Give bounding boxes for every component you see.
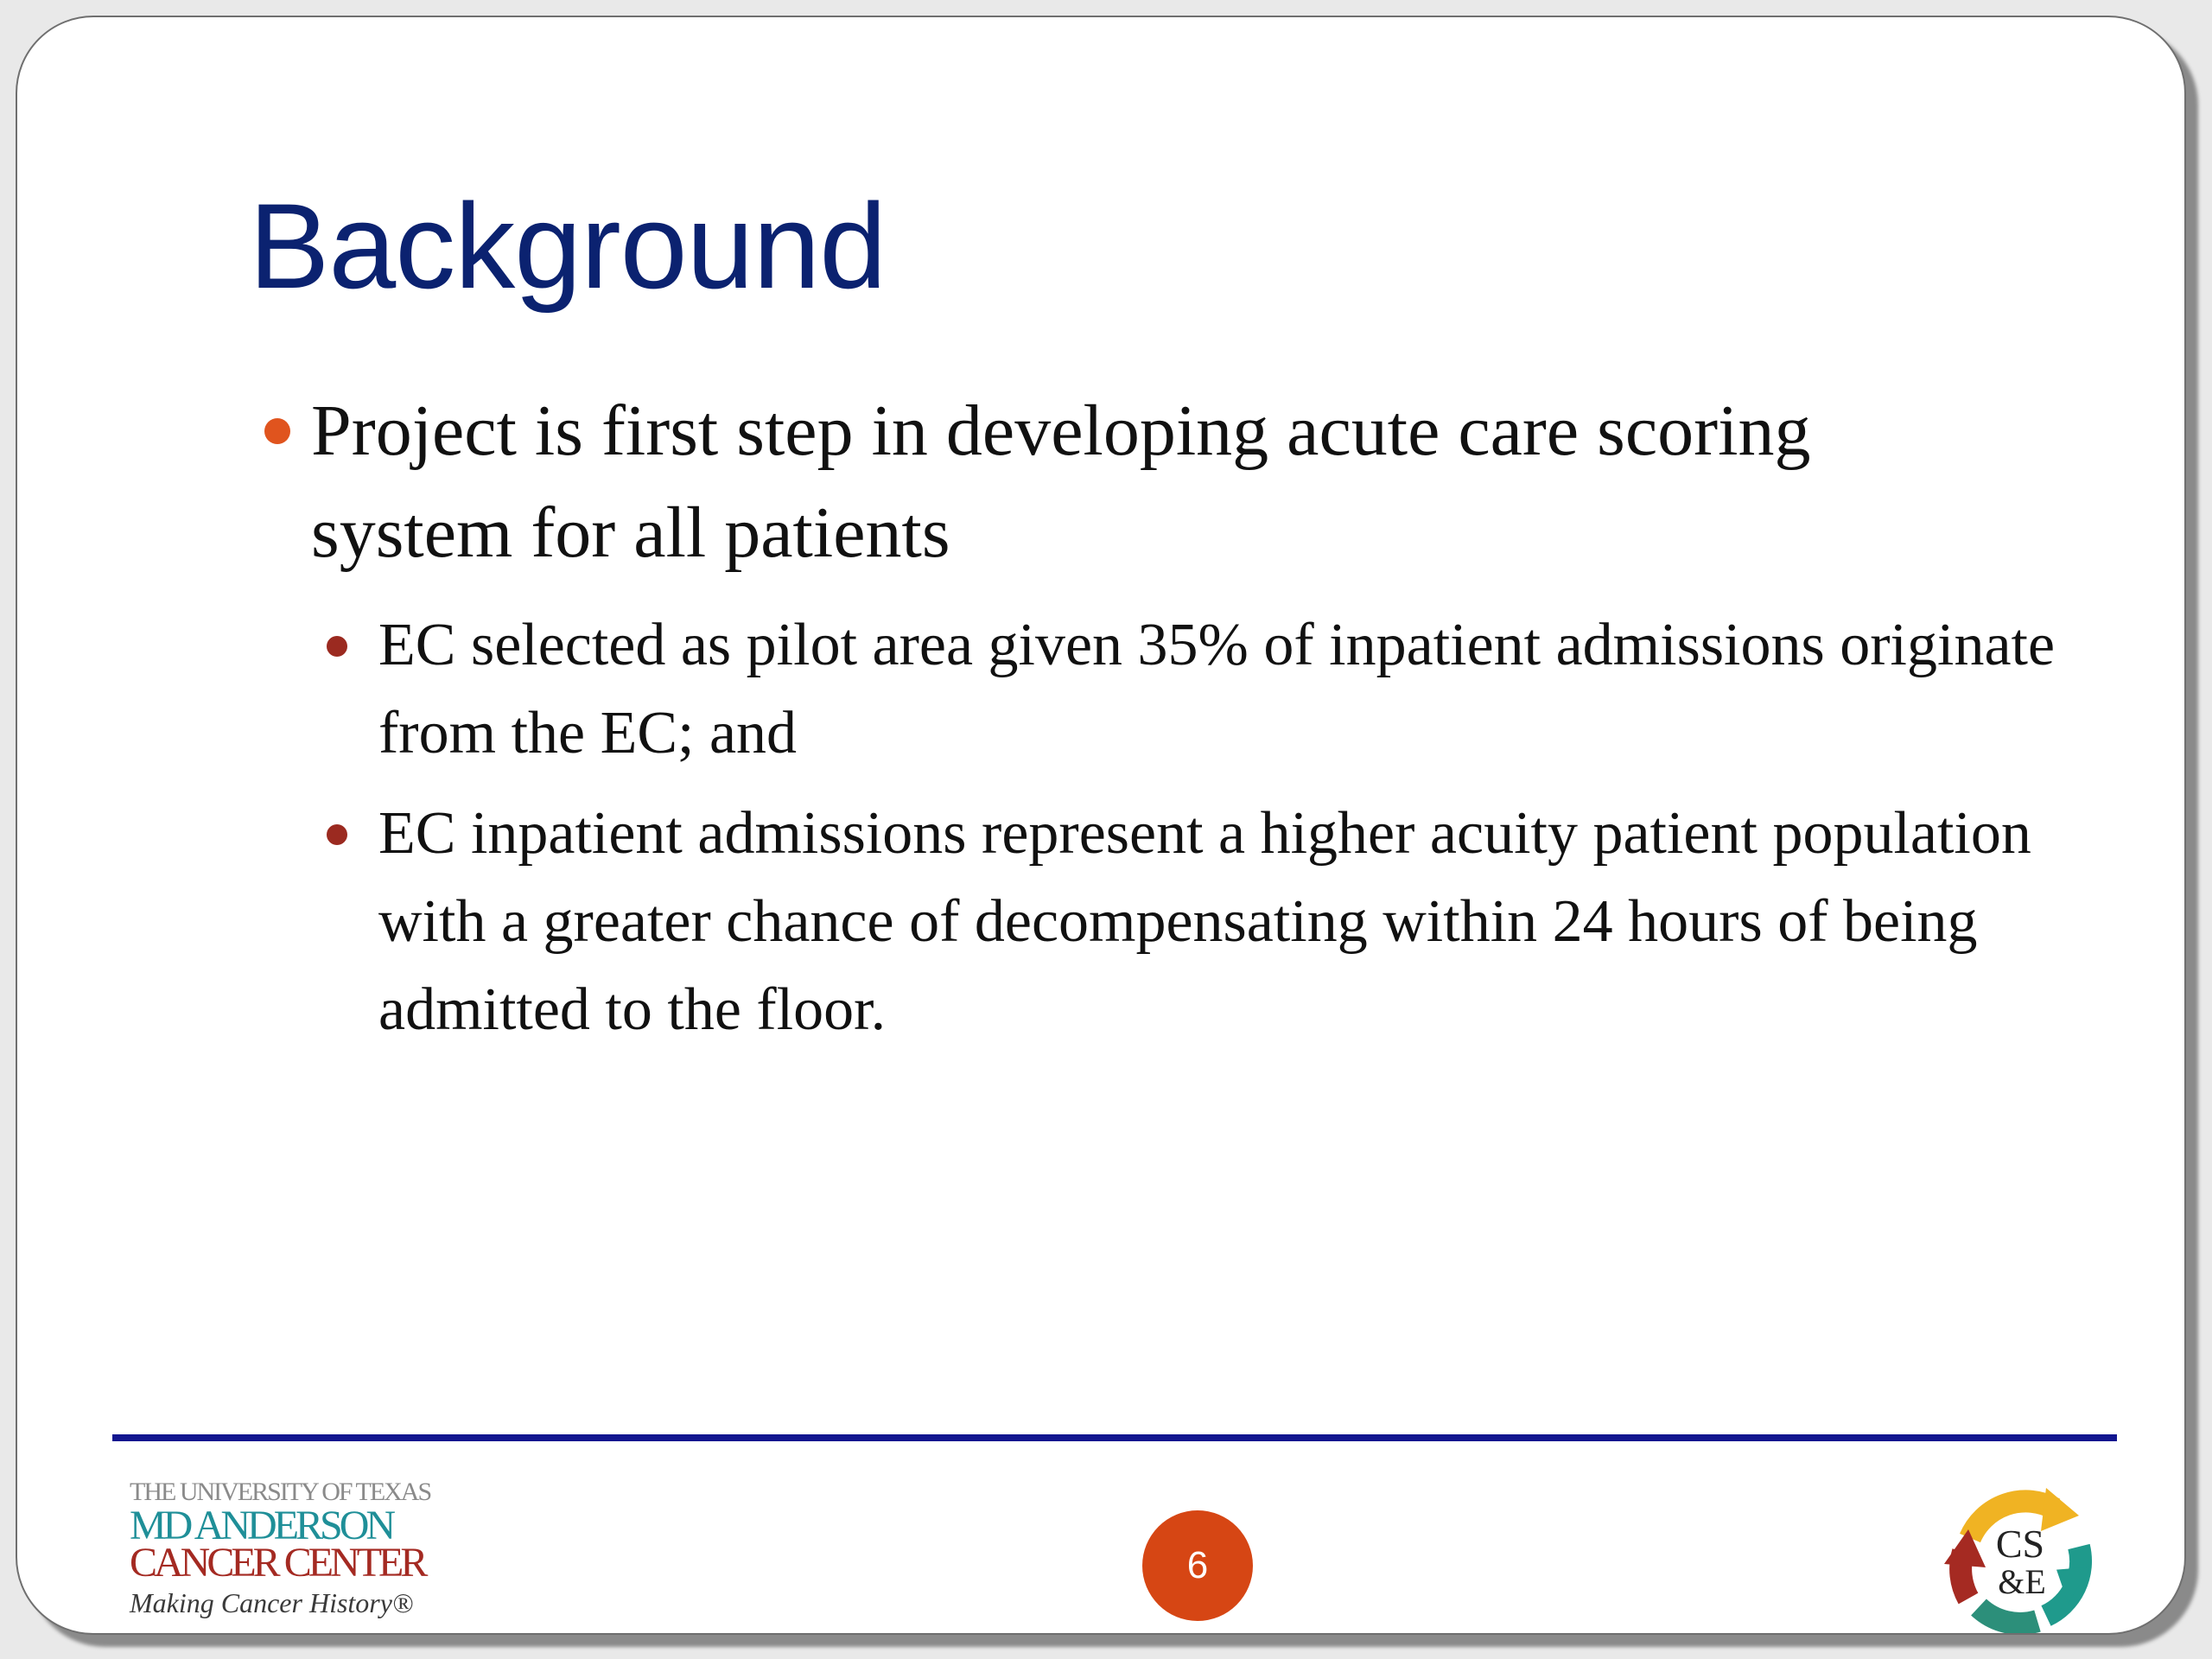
bullet-dot-icon bbox=[327, 636, 347, 657]
logo-line-cancer-center: CANCER CENTER bbox=[130, 1540, 425, 1586]
bullet-text: Project is first step in developing acute care scoring system for all patients bbox=[311, 391, 1811, 573]
sub-bullet-text: EC selected as pilot area given 35% of inpatient admissions originate from the EC; and bbox=[378, 612, 2056, 766]
sub-bullet-text: EC inpatient admissions represent a higher acuity patient population with a greater chance of decompensating within 24 hours of being admitted to the floor. bbox=[378, 800, 2031, 1043]
bullet-level2 bbox=[378, 790, 2089, 1054]
logo-tagline: Making Cancer History® bbox=[130, 1587, 414, 1618]
footer-divider bbox=[112, 1434, 2117, 1441]
cse-logo bbox=[1934, 1478, 2107, 1635]
bullet-level1 bbox=[311, 380, 2022, 584]
cse-logo-text: CS bbox=[1995, 1522, 2045, 1566]
slide bbox=[16, 16, 2186, 1635]
cycle-arrows-icon bbox=[1934, 1478, 2107, 1635]
bullet-level2 bbox=[378, 601, 2089, 778]
logo-line-md-anderson: MD ANDERSON bbox=[130, 1503, 393, 1548]
logo-line-university: THE UNIVERSITY OF TEXAS bbox=[130, 1478, 431, 1506]
bullet-dot-icon bbox=[327, 824, 347, 845]
md-anderson-logo bbox=[130, 1478, 441, 1616]
svg-text:&E: &E bbox=[1998, 1562, 2046, 1601]
slide-title: Background bbox=[249, 178, 887, 314]
page-number-badge: 6 bbox=[1142, 1510, 1253, 1621]
bullet-dot-icon bbox=[264, 418, 290, 444]
